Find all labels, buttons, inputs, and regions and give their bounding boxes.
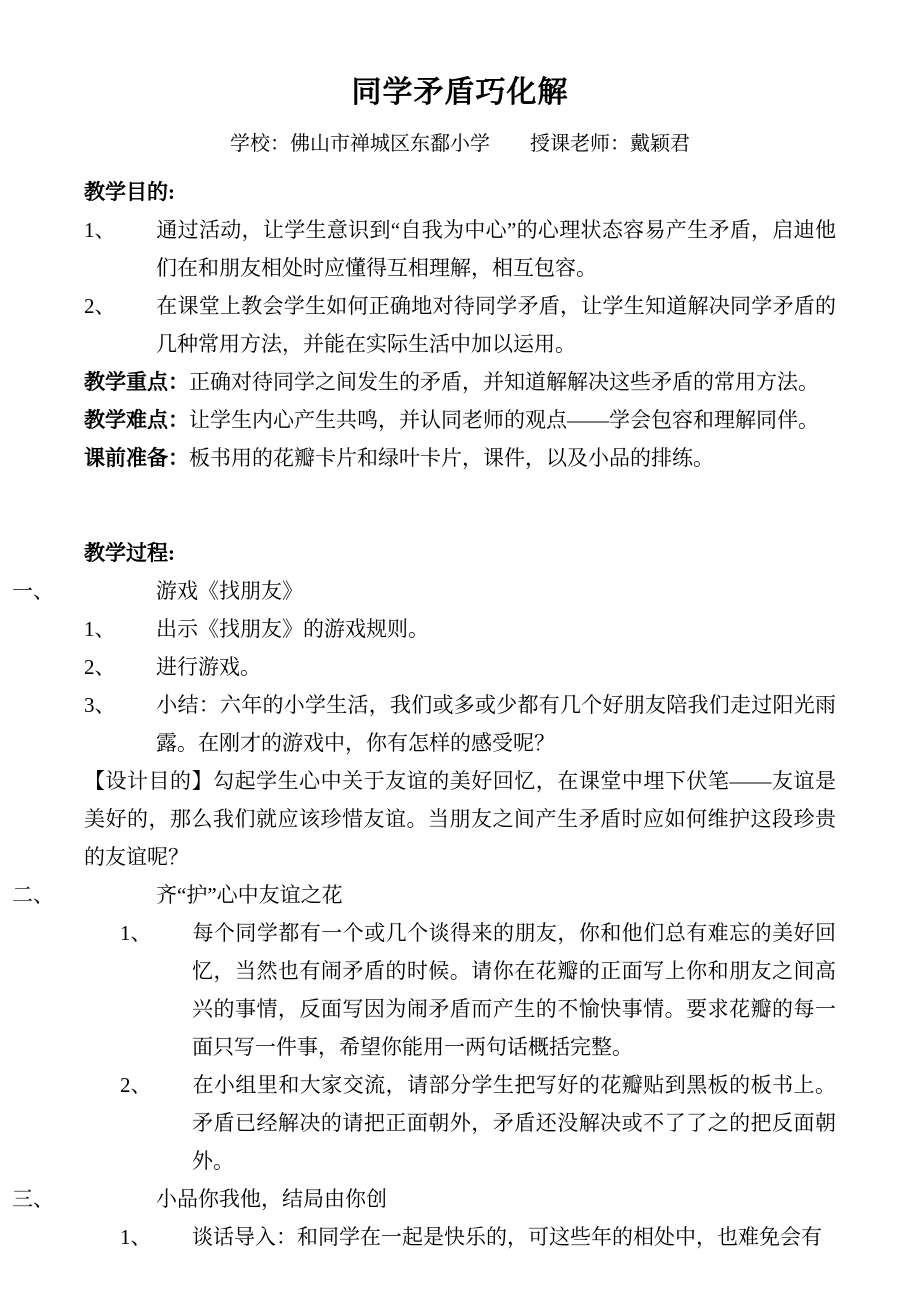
section-title: 小品你我他，结局由你创: [156, 1187, 387, 1211]
key-point-label: 教学重点：: [84, 370, 189, 394]
section-marker: 三、: [12, 1187, 54, 1211]
section-title: 齐“护”心中友谊之花: [156, 883, 343, 907]
list-item: [84, 610, 836, 648]
list-text: 在课堂上教会学生如何正确地对待同学矛盾，让学生知道解决同学矛盾的几种常用方法，并能在实际生活中加以运用。: [156, 294, 836, 356]
list-text: 进行游戏。: [156, 655, 261, 679]
section-item-two: [12, 876, 836, 914]
difficulty-label: 教学难点：: [84, 408, 189, 432]
preparation-label: 课前准备：: [84, 446, 189, 470]
process-heading: 教学过程:: [84, 541, 175, 565]
list-marker: 1、: [84, 218, 116, 242]
list-item: [84, 1218, 836, 1256]
section-item-one: [12, 572, 836, 610]
list-marker: 2、: [84, 294, 116, 318]
list-item: [84, 287, 836, 363]
document-content: [12, 0, 836, 1256]
list-text: 出示《找朋友》的游戏规则。: [156, 617, 429, 641]
list-marker: 1、: [120, 1225, 152, 1249]
list-text: 谈话导入：和同学在一起是快乐的，可这些年的相处中，也难免会有: [192, 1225, 822, 1249]
list-item: [84, 648, 836, 686]
list-text: 小结：六年的小学生活，我们或多或少都有几个好朋友陪我们走过阳光雨露。在刚才的游戏中，你有怎样的感受呢？: [156, 693, 836, 755]
list-item: [84, 211, 836, 287]
list-item: [84, 686, 836, 762]
list-text: 每个同学都有一个或几个谈得来的朋友，你和他们总有难忘的美好回忆，当然也有闹矛盾的时候。请你在花瓣的正面写上你和朋友之间高兴的事情，反面写因为闹矛盾而产生的不愉快事情。要求花瓣的每一面只写一件事，希望你能用一两句话概括完整。: [192, 921, 836, 1059]
difficulty-text: 让学生内心产生共鸣，并认同老师的观点——学会包容和理解同伴。: [189, 408, 819, 432]
school-and-teacher-line: 学校：佛山市禅城区东鄱小学 授课老师：戴颖君: [230, 133, 690, 155]
difficulty-line: [84, 401, 836, 439]
spacer: [84, 477, 836, 515]
list-marker: 1、: [84, 617, 116, 641]
list-text: 在小组里和大家交流，请部分学生把写好的花瓣贴到黑板的板书上。矛盾已经解决的请把正面朝外，矛盾还没解决或不了了之的把反面朝外。: [192, 1073, 836, 1173]
spacer: [84, 515, 836, 534]
section-title: 游戏《找朋友》: [156, 579, 303, 603]
list-marker: 3、: [84, 693, 116, 717]
spacer: [84, 154, 836, 173]
key-point-line: [84, 363, 836, 401]
list-marker: 2、: [120, 1073, 152, 1097]
page-title: 同学矛盾巧化解: [351, 76, 569, 109]
section-marker: 二、: [12, 883, 54, 907]
objectives-heading: 教学目的:: [84, 180, 175, 204]
section-marker: 一、: [12, 579, 54, 603]
list-item: [84, 914, 836, 1066]
list-item: [84, 1066, 836, 1180]
list-marker: 1、: [120, 921, 152, 945]
list-marker: 2、: [84, 655, 116, 679]
key-point-text: 正确对待同学之间发生的矛盾，并知道解解决这些矛盾的常用方法。: [189, 370, 819, 394]
list-text: 通过活动，让学生意识到“自我为中心”的心理状态容易产生矛盾，启迪他们在和朋友相处时应懂得互相理解，相互包容。: [156, 218, 836, 280]
preparation-line: [84, 439, 836, 477]
preparation-text: 板书用的花瓣卡片和绿叶卡片，课件，以及小品的排练。: [189, 446, 714, 470]
section-item-three: [12, 1180, 836, 1218]
design-purpose-paragraph: 【设计目的】勾起学生心中关于友谊的美好回忆，在课堂中埋下伏笔——友谊是美好的，那么我们就应该珍惜友谊。当朋友之间产生矛盾时应如何维护这段珍贵的友谊呢？: [84, 769, 836, 869]
